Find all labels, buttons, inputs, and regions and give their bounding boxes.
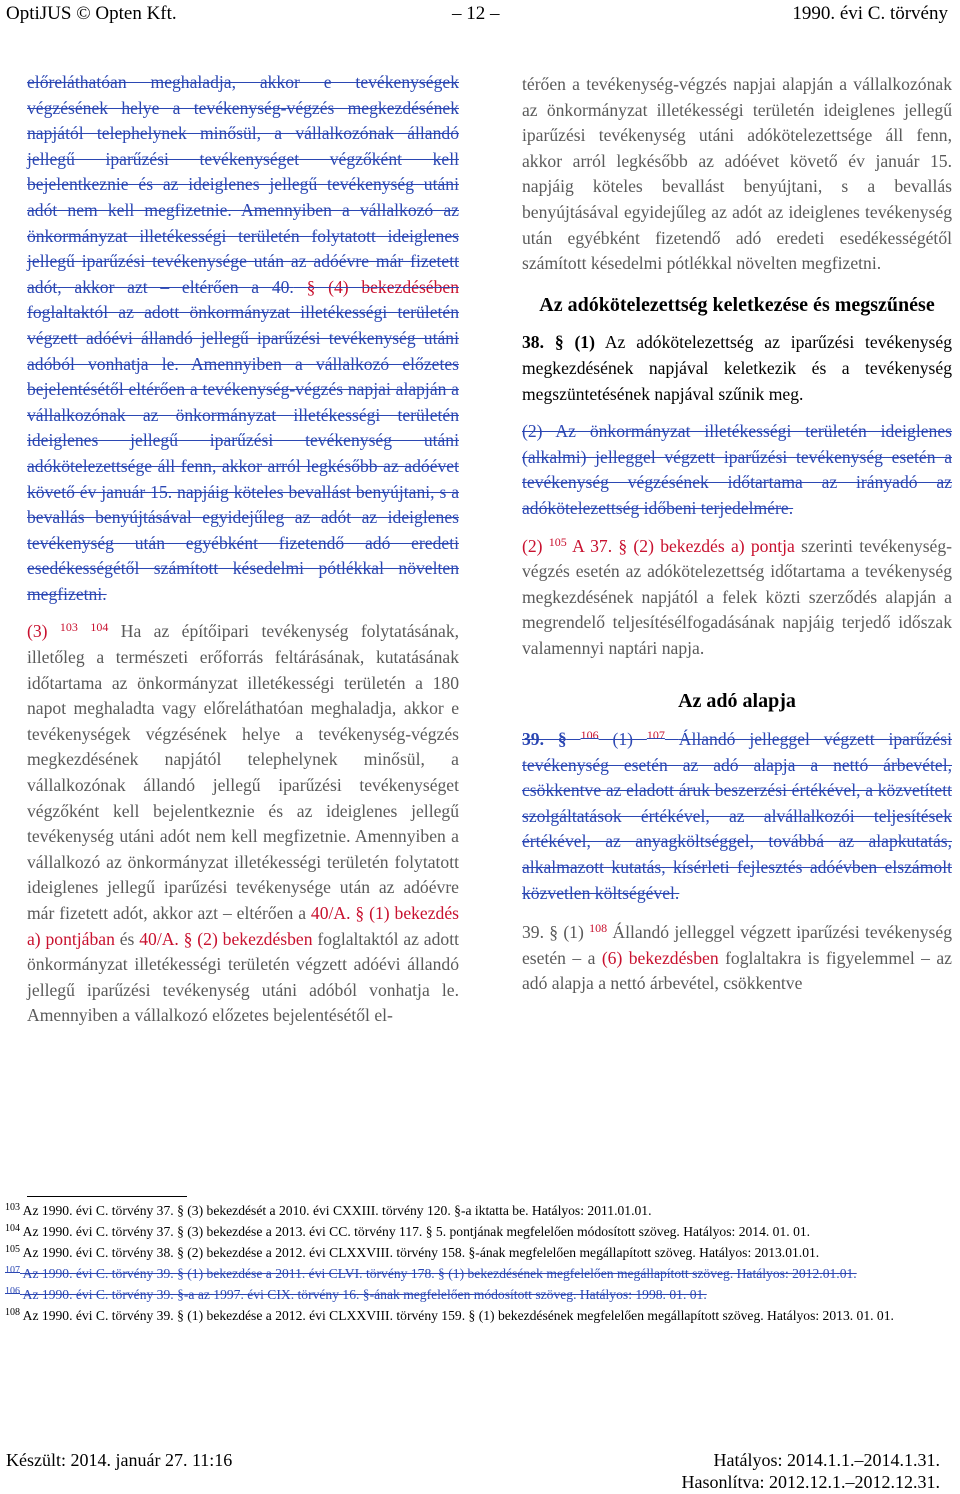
- section-heading-tax-base: Az adó alapja: [678, 690, 796, 713]
- section-39-new: [522, 920, 952, 997]
- footnote-number: 105: [5, 1244, 20, 1255]
- section-39-old: [522, 727, 952, 906]
- footnote-text: Az 1990. évi C. törvény 37. § (3) bekezdése a 2013. évi CC. törvény 117. § 5. pontjának megfelelően módosított szöveg. Hatályos: 2014. 01. 01.: [22, 1224, 811, 1239]
- footer-created: Készült: 2014. január 27. 11:16: [6, 1450, 233, 1470]
- section-38-text: Az adókötelezettség az iparűzési tevékenység megkezdésének napjával keletkezik és a tevékenység megszüntetésének napjával szűnik meg.: [522, 332, 952, 404]
- section-heading-obligation: Az adókötelezettség keletkezése és megszűnése: [539, 293, 935, 316]
- struck-paragraph: [27, 70, 459, 607]
- paragraph-3-number: (3): [27, 621, 48, 642]
- struck-reference[interactable]: § (4) bekezdésében: [306, 276, 459, 297]
- section-39-new-text-a: Állandó jelleggel végzett iparűzési tevékenység esetén – a: [522, 922, 952, 968]
- footer-compared: Hasonlítva: 2012.12.1.–2012.12.31.: [681, 1472, 940, 1492]
- footnote-ref-103[interactable]: 103: [59, 620, 78, 635]
- footnote-text: Az 1990. évi C. törvény 39. § (1) bekezdése a 2012. évi CLXXVIII. törvény 159. § (1) bekezdésének megfelelően megállapított szöveg. Hatályos: 2013. 01. 01.: [22, 1308, 894, 1323]
- paragraph-3-text-a: Ha az építőipari tevékenység folytatásának, illetőleg a természeti erőforrás feltárásának, kutatásának időtartama az önkormányzat illetékességi területén a 180 napot meghaladta vagy előreláthatóan meghaladja, akkor e tevékenységek végzésének helye a tevékenység-végzés megkezdésének napjától telephelynek minősül, a vállalkozónak állandó jellegű iparűzési tevékenységet végzőként kell bejelentkeznie és az ideiglenes jellegű tevékenység utáni adót nem kell megfizetnie. Amennyiben a vállalkozó az önkormányzat illetékességi területén folytatott ideiglenes jellegű iparűzési tevékenysége után az adóévre már fizetett adót, akkor azt – eltérően a: [27, 621, 460, 923]
- struck-text-1: előreláthatóan meghaladja, akkor e tevékenységek végzésének helye a tevékenység-végzés megkezdésének napjától telephelynek minősül, a vállalkozónak állandó jellegű iparűzési tevékenységet végzőként kell bejelentkeznie és az ideiglenes jellegű tevékenység utáni adót nem kell megfizetnie. Amennyiben a vállalkozó az önkormányzat illetékességi területén folytatott ideiglenes jellegű iparűzési tevékenysége után az adóévre már fizetett adót, akkor azt – eltérően a 40.: [27, 72, 459, 297]
- header-publisher: OptiJUS © Opten Kft.: [6, 3, 177, 24]
- page-header: [0, 0, 960, 30]
- footnote-106: [5, 1284, 955, 1305]
- footnote-107: [5, 1263, 955, 1284]
- footnote-ref-107[interactable]: 107: [646, 728, 665, 743]
- footnote-ref-106[interactable]: 106: [580, 728, 599, 743]
- footnote-text: Az 1990. évi C. törvény 38. § (2) bekezdése a 2012. évi CLXXVIII. törvény 158. §-ának megfelelően megállapított szöveg. Hatályos: 2013.01.01.: [22, 1245, 820, 1260]
- footnote-108: [5, 1305, 955, 1326]
- section-38-2-text: szerinti tevékenység-végzés esetén az adókötelezettség időtartama a tevékenység megkezdésének napjától a felek közti szerződés alapján a megrendelő teljesítésélfogadásának napjáig terjedő időszak valamennyi naptári napja.: [522, 535, 953, 658]
- footnote-ref-105[interactable]: 105: [548, 534, 567, 549]
- footnote-number: 104: [5, 1223, 20, 1234]
- reference-37-2a[interactable]: A 37. § (2) bekezdés a) pontja: [572, 535, 795, 556]
- footnote-105: [5, 1242, 955, 1263]
- footnote-number: 108: [5, 1307, 20, 1318]
- paragraph-3: [27, 619, 459, 1029]
- struck-text-2: foglaltaktól az adott önkormányzat illetékességi területén végzett adóévi állandó jellegű iparűzési tevékenység utáni adóból vonhatja le. Amennyiben a vállalkozó előzetes bejelentésétől eltérően a tevékenység-végzés napjai alapján a vállalkozónak az önkormányzat illetékességi területén ideiglenes jellegű iparűzési tevékenység utáni adókötelezettsége áll fenn, akkor arról legkésőbb az adóévet követő év január 15. napjáig köteles bevallást benyújtani, s a bevallás benyújtásával egyidejűleg az adót az ideiglenes tevékenység után egyébként fizetendő adó eredeti esedékességétől számított késedelmi pótlékkal növelten megfizetni.: [27, 302, 459, 604]
- section-38-1: [522, 330, 952, 407]
- section-39-old-paragraph: (1): [612, 729, 633, 750]
- footnote-text: Az 1990. évi C. törvény 39. §-a az 1997. évi CIX. törvény 16. §-ának megfelelően módosított szöveg. Hatályos: 1998. 01. 01.: [22, 1287, 707, 1302]
- section-38-2: [522, 534, 952, 662]
- section-38-2-number: (2): [522, 535, 543, 556]
- left-column: [27, 70, 459, 1029]
- header-law-title: 1990. évi C. törvény: [792, 3, 948, 24]
- footnote-number: 107: [5, 1265, 20, 1276]
- paragraph-3-text-b: foglaltaktól az adott önkormányzat illetékességi területén végzett adóévi állandó jellegű iparűzési tevékenység utáni adóból vonhatja le. Amennyiben a vállalkozó előzetes bejelentésétől el-: [27, 928, 459, 1026]
- footnote-104: [5, 1221, 955, 1242]
- footer-effective: Hatályos: 2014.1.1.–2014.1.31.: [713, 1450, 940, 1470]
- footnote-ref-104[interactable]: 104: [90, 620, 109, 635]
- conjunction: és: [119, 928, 135, 949]
- footnote-103: [5, 1200, 955, 1221]
- continuation-paragraph: térően a tevékenység-végzés napjai alapján a vállalkozónak az önkormányzat illetékességi területén ideiglenes jellegű iparűzési tevékenység utáni adókötelezettsége áll fenn, akkor arról legkésőbb az adóévet követő év január 15. napjáig köteles bevallást benyújtani, s a bevallás benyújtásával egyidejűleg az adót az ideiglenes tevékenység után egyébként fizetendő adó eredeti esedékességétől számított késedelmi pótlékkal növelten megfizetni.: [522, 74, 952, 274]
- footnote-text: Az 1990. évi C. törvény 37. § (3) bekezdését a 2010. évi CXXIII. törvény 120. §-a iktatta be. Hatályos: 2011.01.01.: [22, 1203, 652, 1218]
- section-39-old-text: Állandó jelleggel végzett iparűzési tevékenység esetén az adó alapja a nettó árbevétel, csökkentve az eladott áruk beszerzési értékével, a közvetített szolgáltatások értékével, az alvállalkozói teljesítések értékével, az anyagköltséggel, továbbá az alapkutatás, alkalmazott kutatás, kísérleti fejlesztés adóévben elszámolt közvetlen költségével.: [522, 729, 952, 903]
- footnote-separator: [27, 1196, 187, 1197]
- right-column: [522, 72, 952, 997]
- footnote-number: 106: [5, 1286, 20, 1297]
- section-39-old-number: 39. §: [522, 729, 567, 750]
- footnote-ref-108[interactable]: 108: [589, 921, 608, 936]
- reference-6-paragraph[interactable]: (6) bekezdésben: [601, 947, 719, 968]
- footnote-text: Az 1990. évi C. törvény 39. § (1) bekezdése a 2011. évi CLVI. törvény 178. § (1) bekezdésének megfelelően megállapított szöveg. Hatályos: 2012.01.01.: [22, 1266, 857, 1281]
- footnote-number: 103: [5, 1202, 20, 1213]
- header-page-number: – 12 –: [452, 3, 500, 24]
- section-39-new-text-b: foglaltakra is figyelemmel – az adó alapja a nettó árbevétel, csökkentve: [522, 947, 952, 994]
- section-38-2-struck: (2) Az önkormányzat illetékességi területén ideiglenes (alkalmi) jelleggel végzett iparűzési tevékenység esetén a tevékenység végzésének időtartama az irányadó az adókötelezettség időbeni terjedelmére.: [522, 421, 952, 518]
- footnotes: [5, 1200, 955, 1326]
- section-39-new-number: 39. § (1): [522, 922, 584, 943]
- section-38-number: 38. § (1): [522, 332, 595, 353]
- reference-40a-2[interactable]: 40/A. § (2) bekezdésben: [139, 928, 313, 949]
- reference-40a-1[interactable]: 40/A. § (1) bekezdés a) pontjában: [27, 903, 459, 949]
